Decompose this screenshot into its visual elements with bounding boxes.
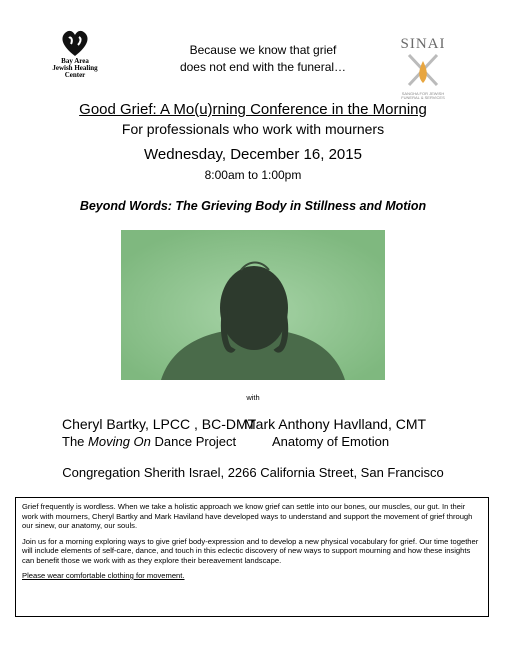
description-box (15, 497, 489, 617)
speaker1-org-prefix: The (62, 434, 89, 449)
speaker1-org-italic: Moving On (88, 434, 151, 449)
audience-line: For professionals who work with mourners (121, 121, 385, 137)
venue-address: Congregation Sherith Israel, 2266 California Street, San Francisco (62, 465, 444, 480)
speaker2-name: Mark Anthony Havlland, CMT (244, 416, 427, 432)
description-paragraph-1: Grief frequently is wordless. When we take a holistic approach we know grief can settle into our bones, our muscles, our gut. In their work with mourners, Cheryl Bartky and Mark Haviland have developed ways to understand and support the movement of grief through our sinew, our anatomy, our souls. (22, 502, 473, 530)
description-paragraph-2: Join us for a morning exploring ways to give grief body-expression and to develop a new physical vocabulary for grief. Our time together will include elements of self-care, dance, and touch in this eclectic discovery of new ways to support mourning and how these insights can benefit those we work with as they explore their bereavement landscape. (22, 536, 479, 565)
tagline-line1: Because we know that grief (189, 43, 337, 57)
tagline-line2: does not end with the funeral… (179, 60, 347, 74)
jewish-healing-center-logo (40, 28, 110, 98)
tagline (140, 42, 386, 76)
sinai-logo-text: SINAI (400, 36, 446, 52)
speaker1-org-suffix: Dance Project (150, 434, 237, 449)
sinai-fine-print: SANGHA FOR JEWISH FUNERAL & SERVICES (401, 91, 445, 100)
grieving-woman-photo (121, 230, 385, 380)
logo-text-line1: Bay Area (61, 57, 89, 65)
event-date: Wednesday, December 16, 2015 (144, 146, 362, 163)
speaker2-organization: Anatomy of Emotion (272, 434, 390, 449)
event-time: 8:00am to 1:00pm (204, 168, 302, 182)
logo-text-line3: Center (64, 71, 86, 79)
flame-emblem-icon (405, 53, 441, 87)
conference-title: Good Grief: A Mo(u)rning Conference in the Morning (79, 101, 427, 118)
with-label: with (246, 393, 260, 402)
clothing-note: Please wear comfortable clothing for movement. (22, 571, 185, 580)
heart-hands-icon (58, 28, 92, 58)
speaker1-organization (62, 434, 236, 449)
logo-text-line2: Jewish Healing (52, 64, 98, 72)
sinai-logo (392, 36, 454, 98)
speaker1-name: Cheryl Bartky, LPCC , BC-DMT (62, 416, 257, 432)
session-subtitle: Beyond Words: The Grieving Body in Stillness and Motion (79, 199, 427, 213)
